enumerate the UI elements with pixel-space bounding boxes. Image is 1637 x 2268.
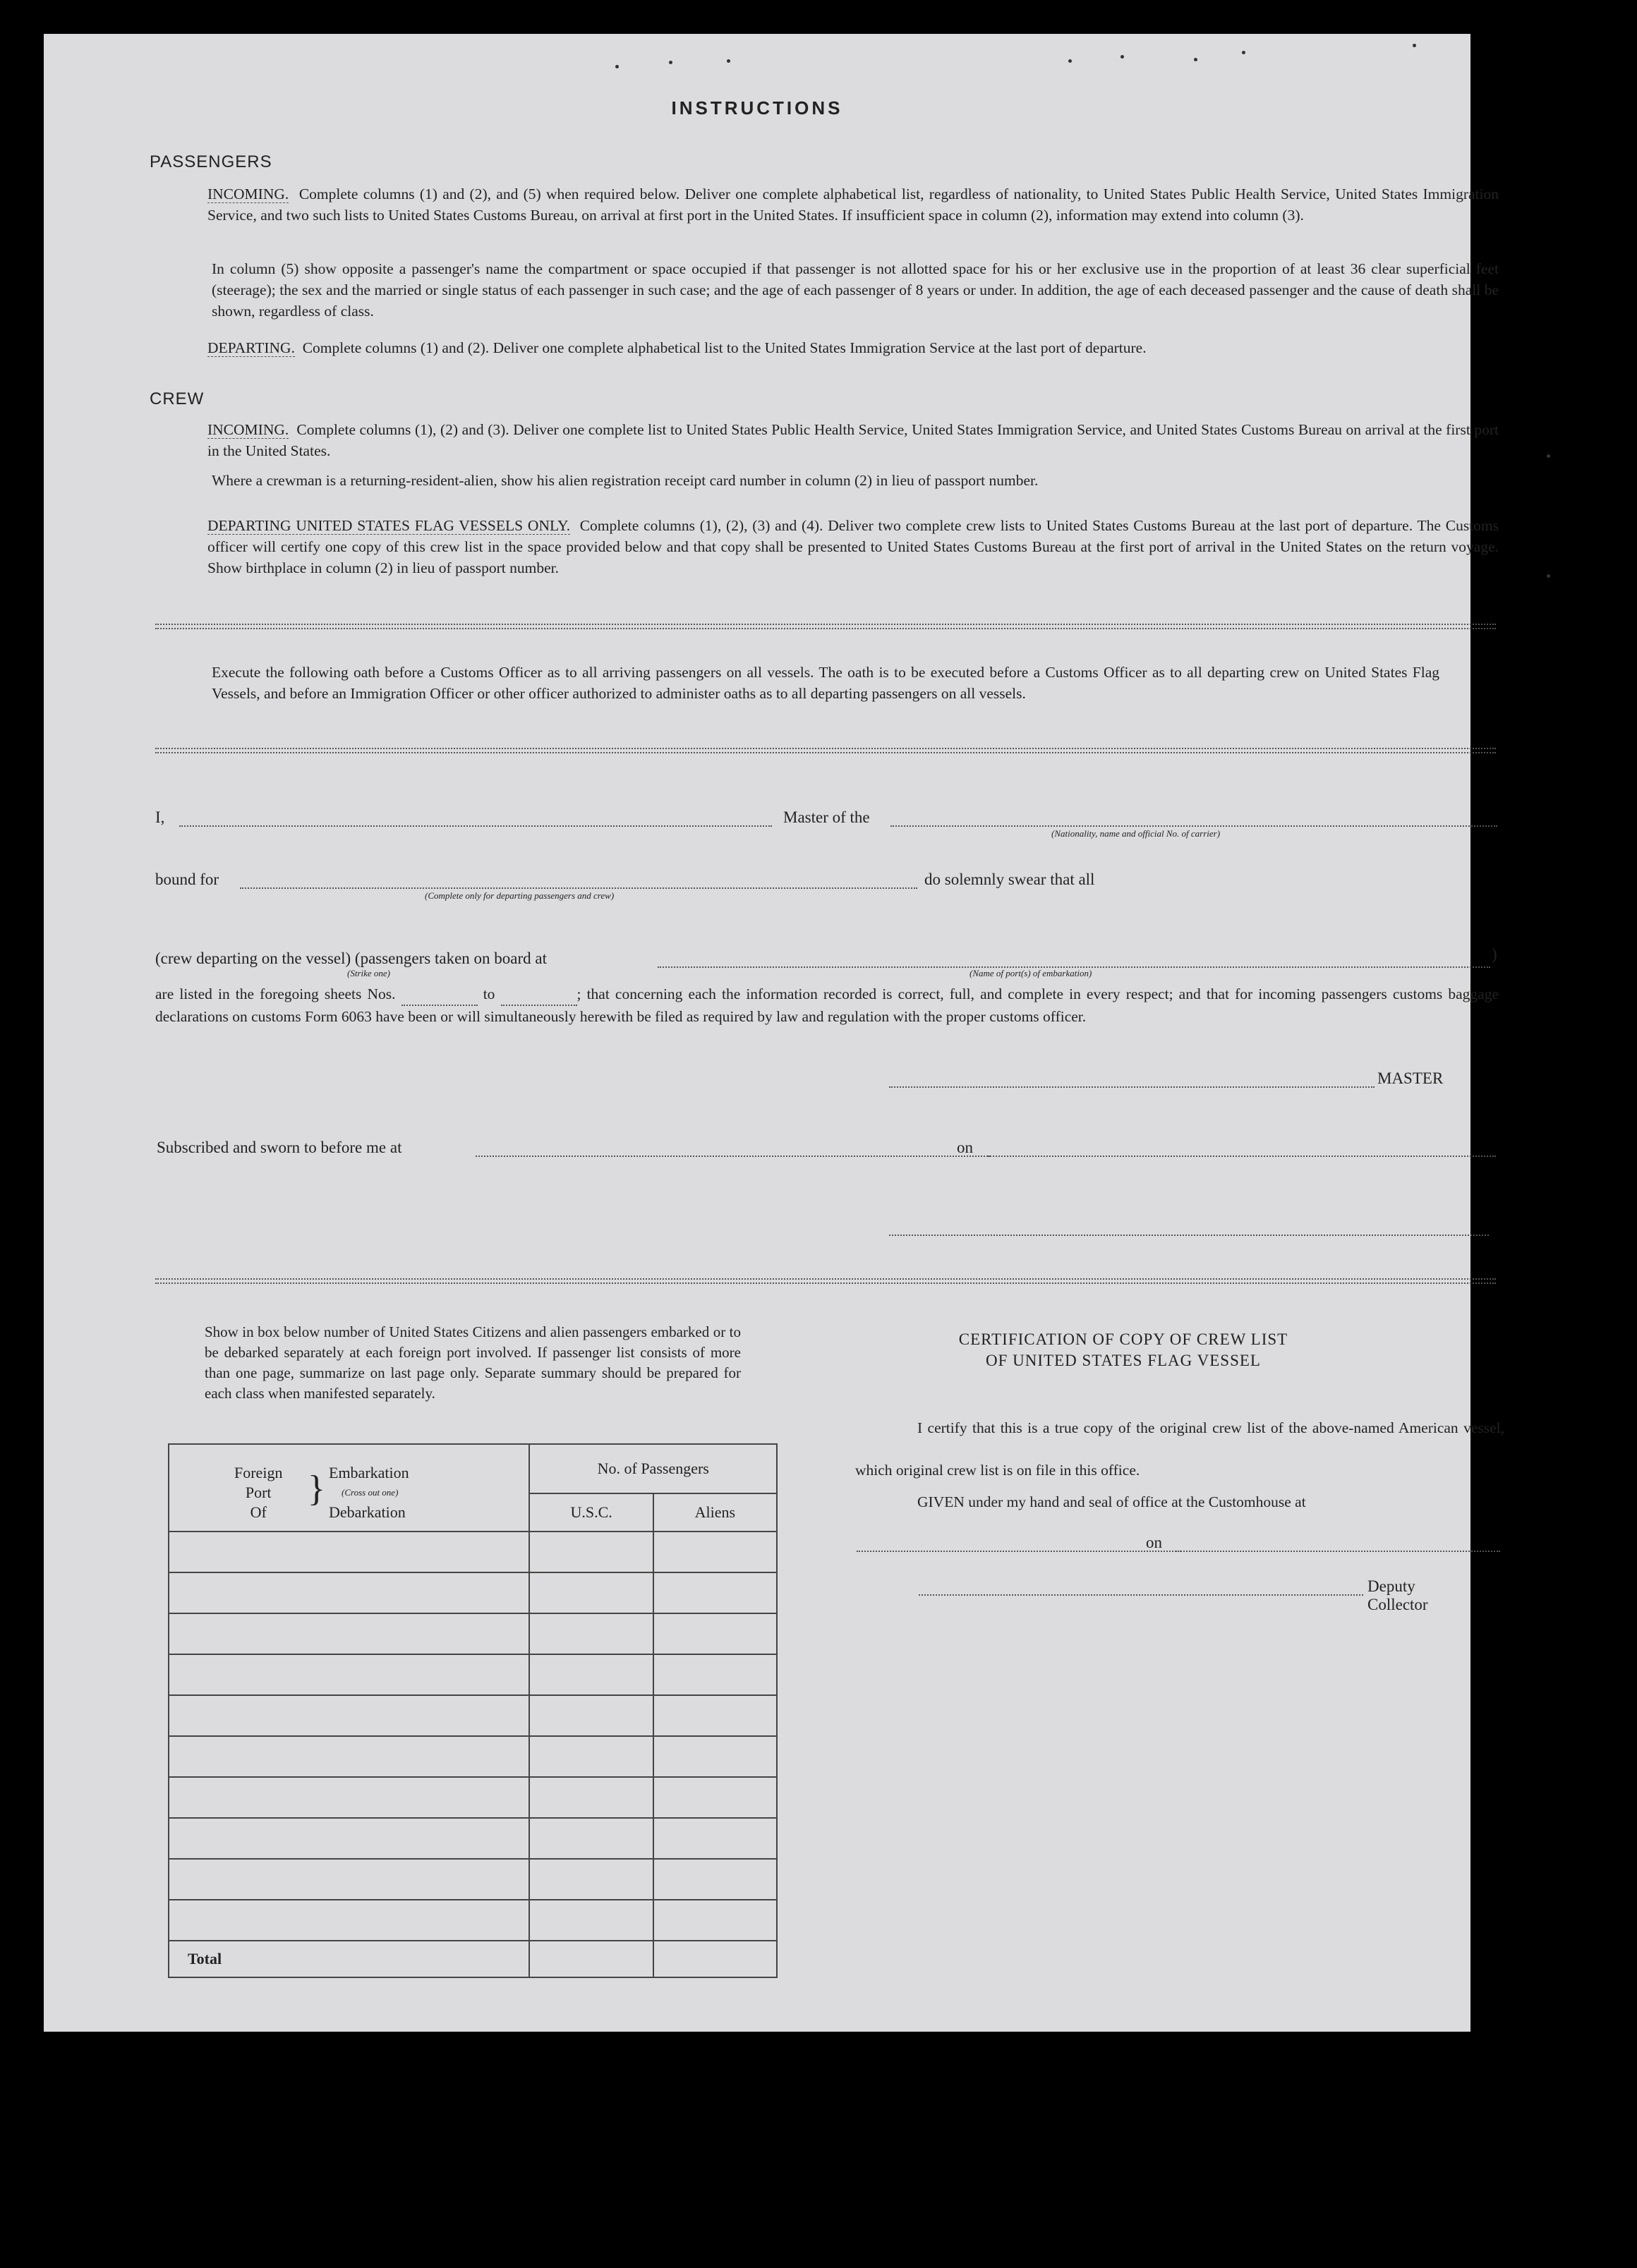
cert-on-label: on [1146,1534,1162,1551]
passenger-summary-table [168,1443,778,1978]
crew-departing-label: DEPARTING UNITED STATES FLAG VESSELS ONLY. [207,517,571,534]
oath-i-label: I, [155,808,165,826]
crew-departing-text: Complete columns (1), (2), (3) and (4). Deliver two complete crew lists to United States Customs Bureau at the last port of departure. The Customs officer will certify one copy of this crew list in the space provided below and that copy shall be presented to United States Customs Bureau at the first port of arrival in the United States on the return voyage. Show birthplace in column (2) in lieu of passport number. [207,517,1499,576]
scan-speck [1547,574,1550,578]
table-row[interactable] [169,1613,777,1654]
passengers-heading: PASSENGERS [150,152,272,171]
passengers-incoming-text: Complete columns (1) and (2), and (5) when required below. Deliver one complete alphabetical list, regardless of nationality, to United States Public Health Service, United States Immigration Service, and two such lists to United States Customs Bureau, on arrival at first port in the United States. If insufficient space in column (2), information may extend into column (3). [207,186,1499,224]
bound-for-label: bound for [155,871,219,888]
bound-for-field[interactable] [240,887,917,889]
listed-paragraph [155,983,1499,1027]
certify-text: I certify that this is a true copy of the original crew list of the above-named American vessel, which original crew list is on file in this office. [855,1419,1504,1479]
port-label: Port [245,1484,272,1501]
oath-instruction: Execute the following oath before a Customs Officer as to all arriving passengers on all vessels. The oath is to be executed before a Customs Officer as to all departing crew on United States Flag Vessels, and before an Immigration Officer or other officer authorized to administer oaths as to all departing passengers on all vessels. [212,664,1439,702]
scan-speck [1194,58,1197,61]
usc-header: U.S.C. [529,1493,653,1532]
scan-speck [615,65,619,68]
scan-speck [727,59,730,63]
summary-instruction: Show in box below number of United States Citizens and alien passengers embarked or to be debarked separately at each foreign port involved. If passenger list consists of more than one page, summarize on last page only. Separate summary should be prepared for each class when manifested separately. [205,1323,741,1402]
customhouse-field[interactable] [857,1551,1181,1552]
no-passengers-header: No. of Passengers [529,1444,777,1493]
master-name-field[interactable] [179,825,772,827]
cross-out-caption: (Cross out one) [342,1487,399,1498]
foreign-label: Foreign [234,1464,283,1481]
table-row[interactable] [169,1654,777,1695]
passengers-incoming [207,183,1499,226]
sheet-from-field[interactable] [401,983,478,1006]
section-divider [155,624,1496,629]
debarkation-label: Debarkation [329,1503,406,1521]
scan-speck [1120,55,1124,59]
cert-date-field[interactable] [1176,1551,1500,1552]
sworn-on-label: on [957,1139,973,1156]
carrier-field[interactable] [890,825,1497,827]
listed-label: are listed in the foregoing sheets Nos. [155,986,396,1002]
crew-heading: CREW [150,389,205,408]
master-signature-field[interactable] [889,1086,1375,1088]
sheet-to-field[interactable] [501,983,577,1006]
certification-title [855,1329,1391,1371]
crew-departing [207,515,1499,578]
scan-speck [1242,51,1245,54]
section-divider [155,748,1496,753]
to-label: to [483,986,495,1002]
total-usc-cell[interactable] [529,1941,653,1977]
section-divider [155,1278,1496,1284]
certification-title-line2: OF UNITED STATES FLAG VESSEL [986,1352,1261,1369]
master-of-label: Master of the [783,808,870,826]
crew-incoming-text: Complete columns (1), (2) and (3). Deliver one complete list to United States Public Health Service, United States Immigration Service, and United States Customs Bureau on arrival at the first port in the United States. [207,421,1499,459]
crew-resident: Where a crewman is a returning-resident-alien, show his alien registration receipt card number in column (2) in lieu of passport number. [212,472,1039,489]
ports-caption: (Name of port(s) of embarkation) [969,968,1092,978]
of-label: Of [250,1503,267,1521]
subscribed-label: Subscribed and sworn to before me at [157,1139,402,1156]
scan-speck [1413,44,1416,47]
strike-caption: (Strike one) [347,968,391,978]
passengers-departing [207,337,1499,358]
passengers-column5: In column (5) show opposite a passenger's name the compartment or space occupied if that passenger is not allotted space for his or her exclusive use in the proportion of at least 36 clear superficial feet (steerage); the sex and the married or single status of each passenger in such case; and the age of each passenger of 8 years or under. In addition, the age of each deceased passenger and the cause of death shall be shown, regardless of class. [212,260,1499,320]
document-page [44,34,1504,2032]
total-aliens-cell[interactable] [653,1941,777,1977]
master-label: MASTER [1377,1069,1444,1087]
embarkation-label: Embarkation [329,1464,409,1481]
sworn-place-field[interactable] [476,1156,991,1157]
brace-icon: } [308,1469,325,1509]
crew-incoming [207,419,1499,461]
scan-speck [1547,454,1550,458]
total-row[interactable] [169,1941,777,1977]
swear-label: do solemnly swear that all [924,871,1095,888]
passengers-departing-text: Complete columns (1) and (2). Deliver one complete alphabetical list to the United States Immigration Service at the last port of departure. [302,339,1147,356]
aliens-header: Aliens [653,1493,777,1532]
passengers-incoming-label: INCOMING. [207,186,289,202]
given-text: GIVEN under my hand and seal of office at the Customhouse at [917,1493,1306,1510]
table-row[interactable] [169,1818,777,1859]
officer-signature-field[interactable] [889,1235,1489,1236]
carrier-caption: (Nationality, name and official No. of carrier) [1051,828,1221,839]
port-header-cell [169,1444,529,1532]
table-row[interactable] [169,1695,777,1736]
listed-text: ; that concerning each the information recorded is correct, full, and complete in every respect; and that for incoming passengers customs baggage declarations on customs Form 6063 have been or will simultaneously herewith be filed as required by law and regulation with the proper customs officer. [155,986,1499,1025]
table-row[interactable] [169,1900,777,1941]
instructions-title: INSTRUCTIONS [671,97,843,119]
total-label: Total [169,1941,529,1977]
passengers-departing-label: DEPARTING. [207,339,295,356]
crew-incoming-label: INCOMING. [207,421,289,438]
table-row[interactable] [169,1777,777,1818]
deputy-signature-field[interactable] [919,1594,1363,1596]
certification-title-line1: CERTIFICATION OF COPY OF CREW LIST [958,1330,1288,1348]
table-row[interactable] [169,1859,777,1900]
close-paren: ) [1492,945,1497,963]
deputy-collector-label: Deputy Collector [1367,1577,1428,1613]
crew-passengers-label: (crew departing on the vessel) (passengers taken on board at [155,950,547,967]
table-row[interactable] [169,1532,777,1572]
bound-for-caption: (Complete only for departing passengers and crew) [425,890,615,901]
scan-speck [1068,59,1072,63]
table-row[interactable] [169,1736,777,1777]
sworn-date-field[interactable] [988,1156,1496,1157]
scan-speck [669,61,672,64]
table-row[interactable] [169,1572,777,1613]
